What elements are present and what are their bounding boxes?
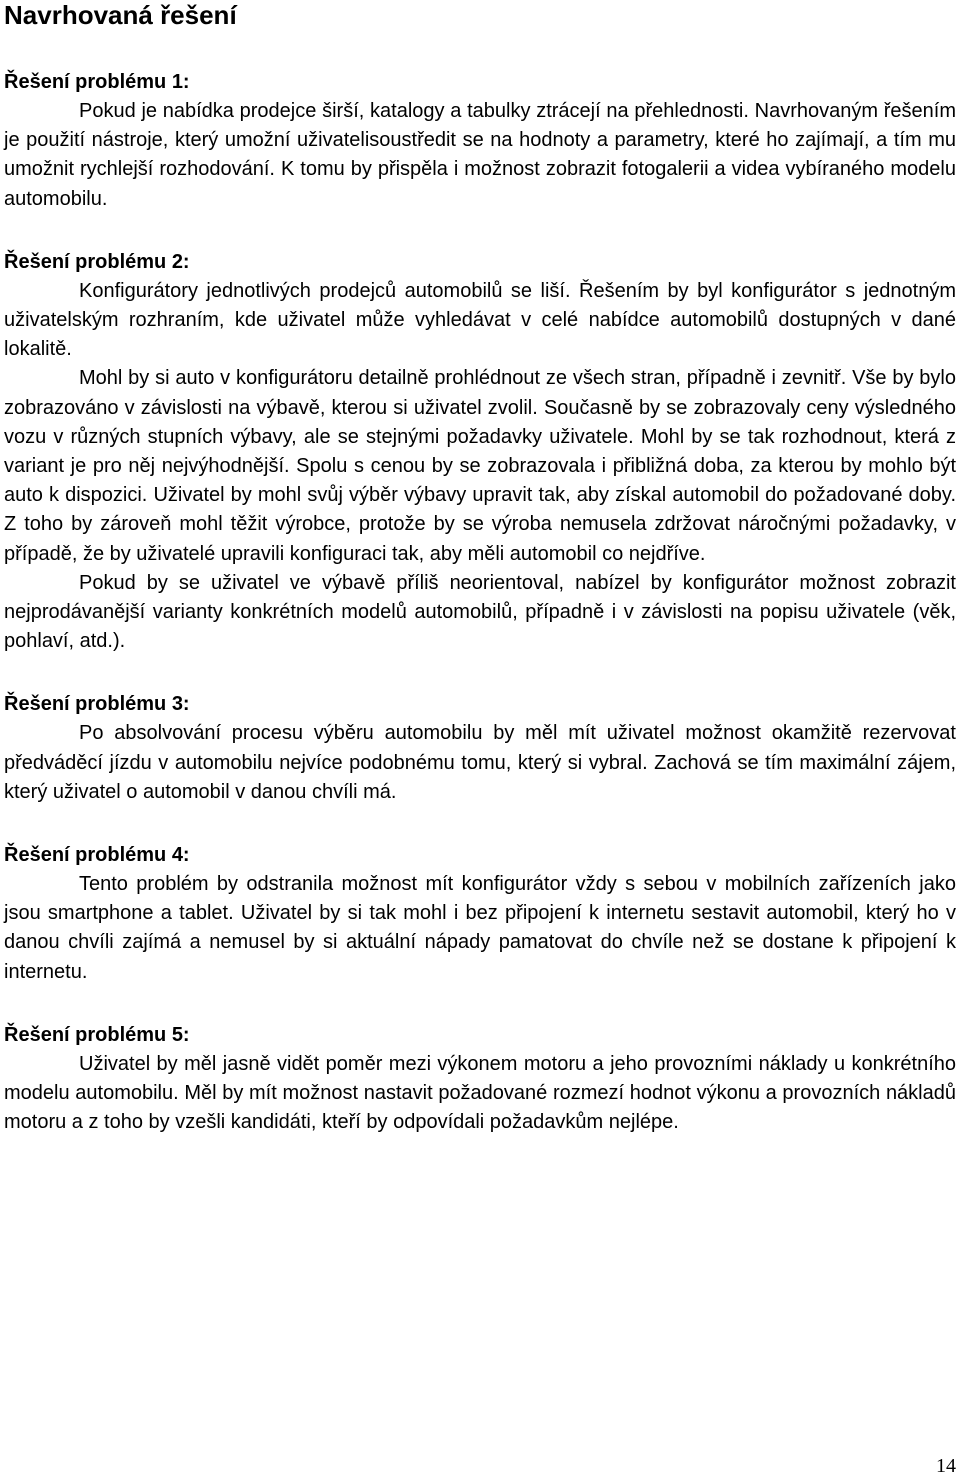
- section-problem-5: [4, 1021, 956, 1138]
- paragraph: Pokud je nabídka prodejce širší, katalogy a tabulky ztrácejí na přehlednosti. Navrhovaným řešením je použití nástroje, který umožní uživatelisoustředit se na hodnoty a parametry, které ho zajímají, a tím mu umožnit rychlejší rozhodování. K tomu by přispěla i možnost zobrazit fotogalerii a videa vybíraného modelu automobilu.: [4, 100, 956, 210]
- section-problem-1: [4, 68, 956, 214]
- section-heading: Řešení problému 2:: [4, 250, 190, 273]
- page-title: Navrhovaná řešení: [4, 0, 237, 30]
- paragraph: Konfigurátory jednotlivých prodejců automobilů se liší. Řešením by byl konfigurátor s jednotným uživatelským rozhraním, kde uživatel může vyhledávat v celé nabídce automobilů dostupných v dané lokalitě.: [4, 279, 956, 361]
- section-heading: Řešení problému 4:: [4, 844, 190, 867]
- section-heading: Řešení problému 5:: [4, 1023, 190, 1046]
- section-problem-2: [4, 248, 956, 657]
- paragraph: Mohl by si auto v konfigurátoru detailně prohlédnout ze všech stran, případně i zevnitř. Vše by bylo zobrazováno v závislosti na výbavě, kterou si uživatel zvolil. Současně by se zobrazovaly ceny výsledného vozu v různých stupních výbavy, ale se stejnými požadavky uživatele. Mohl by se tak rozhodnout, která z variant je pro něj nejvýhodnější. Spolu s cenou by se zobrazovala i přibližná doba, za kterou by mohlo být auto k dispozici. Uživatel by mohl svůj výběr výbavy upravit tak, aby získal automobil do požadované doby. Z toho by zároveň mohl těžit výrobce, protože by se výroba nemusela zdržovat náročnými požadavky, v případě, že by uživatelé upravili konfiguraci tak, aby měli automobil co nejdříve.: [4, 367, 956, 565]
- section-heading: Řešení problému 3:: [4, 693, 190, 716]
- section-problem-3: [4, 690, 956, 807]
- paragraph: Pokud by se uživatel ve výbavě příliš neorientoval, nabízel by konfigurátor možnost zobrazit nejprodávanější varianty konkrétních modelů automobilů, případně i v závislosti na popisu uživatele (věk, pohlaví, atd.).: [4, 571, 956, 653]
- section-heading: Řešení problému 1:: [4, 71, 190, 93]
- page-number: 14: [936, 1455, 956, 1477]
- paragraph: Po absolvování procesu výběru automobilu by měl mít uživatel možnost okamžitě rezervovat předváděcí jízdu v automobilu nejvíce podobnému tomu, který si vybral. Zachová se tím maximální zájem, který uživatel o automobil v danou chvíli má.: [4, 722, 956, 803]
- document-page: [4, 0, 956, 1137]
- paragraph: Uživatel by měl jasně vidět poměr mezi výkonem motoru a jeho provozními náklady u konkrétního modelu automobilu. Měl by mít možnost nastavit požadované rozmezí hodnot výkonu a provozních nákladů motoru a z toho by vzešli kandidáti, kteří by odpovídali požadavkům nejlépe.: [4, 1052, 956, 1134]
- section-problem-4: [4, 841, 956, 987]
- paragraph: Tento problém by odstranila možnost mít konfigurátor vždy s sebou v mobilních zařízeních jako jsou smartphone a tablet. Uživatel by si tak mohl i bez připojení k internetu sestavit automobil, který ho v danou chvíli zajímá a nemusel by si aktuální nápady pamatovat do chvíle než se dostane k připojení k internetu.: [4, 873, 956, 983]
